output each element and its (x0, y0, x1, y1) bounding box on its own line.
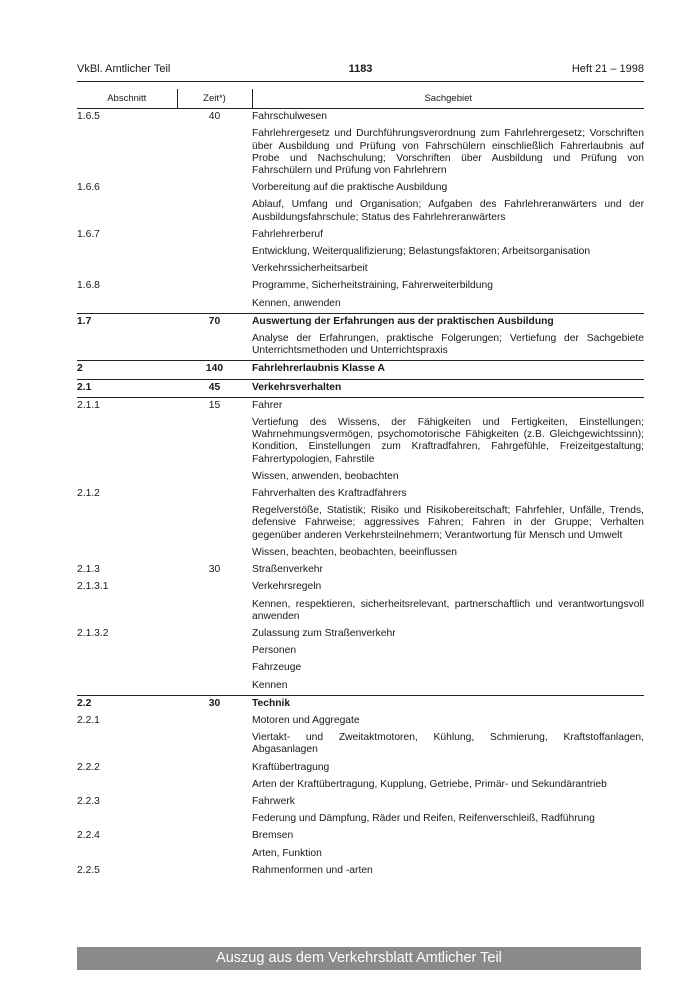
table-row (77, 660, 644, 677)
sachgebiet-cell: Zulassung zum Straßenverkehr (252, 627, 396, 639)
sachgebiet-cell: Fahrverhalten des Kraftradfahrers (252, 488, 407, 500)
abschnitt-cell: 1.7 (77, 313, 177, 331)
zeit-cell: 30 (208, 564, 221, 576)
zeit-cell (177, 486, 252, 503)
sachgebiet-cell: Arten, Funktion (252, 847, 322, 859)
zeit-cell (177, 597, 252, 626)
zeit-cell (177, 828, 252, 845)
table-row (77, 730, 644, 759)
zeit-cell (177, 794, 252, 811)
sachgebiet-cell: Regelverstöße, Statistik; Risiko und Risikobereitschaft; Fahrfehler, Unfälle, Trends, defensive Fahrweise; aggressives Fahren; Fahren in der Gruppe; Verhalten gegenüber anderen Verkehrsteilnehmern; Verantwortung für Mensch und Umwelt (252, 505, 644, 541)
sachgebiet-cell: Kennen (252, 679, 288, 691)
abschnitt-cell (77, 597, 177, 626)
table-row (77, 846, 644, 863)
abschnitt-cell (77, 415, 177, 469)
sachgebiet-cell: Verkehrsverhalten (252, 379, 644, 397)
sachgebiet-cell: Verkehrsregeln (252, 581, 322, 593)
zeit-cell (177, 545, 252, 562)
abschnitt-cell: 1.6.7 (77, 228, 100, 240)
table-row (77, 361, 644, 379)
sachgebiet-cell: Fahrwerk (252, 795, 295, 807)
zeit-cell: 30 (177, 695, 252, 713)
zeit-cell (177, 331, 252, 361)
table-row (77, 794, 644, 811)
sachgebiet-cell: Arten der Kraftübertragung, Kupplung, Getriebe, Primär- und Sekundärantrieb (252, 778, 607, 790)
table-row (77, 397, 644, 415)
sachgebiet-cell: Rahmenformen und -arten (252, 864, 373, 876)
abschnitt-cell (77, 503, 177, 545)
issue-info: Heft 21 – 1998 (571, 63, 644, 75)
table-row (77, 109, 644, 127)
table-row (77, 486, 644, 503)
footer-banner: Auszug aus dem Verkehrsblatt Amtlicher Teil (77, 947, 641, 970)
zeit-cell (177, 863, 252, 880)
sachgebiet-cell: Programme, Sicherheitstraining, Fahrerweiterbildung (252, 280, 493, 292)
sachgebiet-cell: Fahrlehrergesetz und Durchführungsverordnung zum Fahrlehrergesetz; Vorschriften über Ausbildung und Prüfung von Fahrschülern einschließlich Fahrerlaubnis auf Probe und Nachschulung; Vorschriften über Ausbildung und Prüfung von Fahrschülern und Prüfung von Fahrlehrern (252, 128, 644, 177)
col-header-abschnitt: Abschnitt (77, 89, 177, 109)
zeit-cell (177, 846, 252, 863)
abschnitt-cell: 2.2.5 (77, 864, 100, 876)
zeit-cell (177, 811, 252, 828)
abschnitt-cell (77, 643, 177, 660)
sachgebiet-cell: Straßenverkehr (252, 564, 323, 576)
abschnitt-cell: 2.2.2 (77, 761, 100, 773)
abschnitt-cell (77, 296, 177, 314)
abschnitt-cell (77, 261, 177, 278)
table-row (77, 197, 644, 226)
table-row (77, 296, 644, 314)
header-rule (77, 81, 644, 82)
page-header (77, 63, 644, 79)
abschnitt-cell: 2.2.3 (77, 795, 100, 807)
zeit-cell (177, 278, 252, 295)
zeit-cell (177, 503, 252, 545)
abschnitt-cell: 2.2 (77, 695, 177, 713)
zeit-cell (177, 415, 252, 469)
sachgebiet-cell: Kennen, respektieren, sicherheitsrelevant, partnerschaftlich und verantwortungsvoll anwenden (252, 598, 644, 622)
abschnitt-cell (77, 678, 177, 696)
table-row (77, 469, 644, 486)
zeit-cell: 140 (177, 361, 252, 379)
zeit-cell (177, 469, 252, 486)
sachgebiet-cell: Fahrer (252, 397, 644, 415)
zeit-cell (177, 643, 252, 660)
sachgebiet-cell: Entwicklung, Weiterqualifizierung; Belastungsfaktoren; Arbeitsorganisation (252, 246, 591, 258)
table-row (77, 227, 644, 244)
table-row (77, 828, 644, 845)
sachgebiet-cell: Wissen, anwenden, beobachten (252, 470, 399, 482)
abschnitt-cell (77, 197, 177, 226)
table-row (77, 379, 644, 397)
sachgebiet-cell: Bremsen (252, 830, 294, 842)
table-row (77, 503, 644, 545)
sachgebiet-cell: Viertakt- und Zweitaktmotoren, Kühlung, Schmierung, Kraftstoffanlagen, Abgasanlagen (252, 732, 644, 756)
sachgebiet-cell: Verkehrssicherheitsarbeit (252, 263, 368, 275)
zeit-cell (177, 579, 252, 596)
zeit-cell (177, 261, 252, 278)
sachgebiet-cell: Wissen, beachten, beobachten, beeinflussen (252, 546, 457, 558)
sachgebiet-cell: Personen (252, 645, 297, 657)
abschnitt-cell: 2.2.1 (77, 714, 100, 726)
abschnitt-cell (77, 469, 177, 486)
abschnitt-cell (77, 811, 177, 828)
table-row (77, 760, 644, 777)
zeit-cell: 45 (177, 379, 252, 397)
abschnitt-cell: 2 (77, 361, 177, 379)
table-row (77, 562, 644, 579)
col-header-sachgebiet: Sachgebiet (252, 89, 644, 109)
zeit-cell (177, 244, 252, 261)
col-header-zeit: Zeit*) (177, 89, 252, 109)
table-row (77, 777, 644, 794)
abschnitt-cell (77, 730, 177, 759)
abschnitt-cell (77, 244, 177, 261)
sachgebiet-cell: Kraftübertragung (252, 761, 330, 773)
curriculum-table (77, 89, 644, 880)
abschnitt-cell: 1.6.6 (77, 182, 100, 194)
sachgebiet-cell: Fahrzeuge (252, 662, 302, 674)
abschnitt-cell: 2.1 (77, 379, 177, 397)
table-row (77, 579, 644, 596)
zeit-cell (177, 626, 252, 643)
table-row (77, 278, 644, 295)
table-row (77, 261, 644, 278)
abschnitt-cell: 2.1.3.1 (77, 581, 109, 593)
abschnitt-cell (77, 846, 177, 863)
sachgebiet-cell: Motoren und Aggregate (252, 714, 360, 726)
sachgebiet-cell: Vertiefung des Wissens, der Fähigkeiten und Fertigkeiten, Einstellungen; Wahrnehmungsvermögen, psychomotorische Fähigkeiten (z.B. Gleichgewichtssinn); Kondition, Einstellungen zum Kraftradfahren, Fahrgefühle, Freizeitgestaltung; Fahrertypologien, Fahrstile (252, 417, 644, 465)
table-row (77, 126, 644, 180)
abschnitt-cell: 1.6.5 (77, 111, 100, 123)
table-row (77, 643, 644, 660)
table-row (77, 244, 644, 261)
zeit-cell (177, 730, 252, 759)
zeit-cell (177, 760, 252, 777)
abschnitt-cell (77, 331, 177, 361)
table-row (77, 545, 644, 562)
sachgebiet-cell: Fahrlehrerlaubnis Klasse A (252, 361, 644, 379)
zeit-cell (177, 197, 252, 226)
sachgebiet-cell: Technik (252, 695, 644, 713)
sachgebiet-cell: Fahrschulwesen (252, 111, 327, 123)
table-row (77, 597, 644, 626)
table-row (77, 678, 644, 696)
sachgebiet-cell: Federung und Dämpfung, Räder und Reifen, Reifenverschleiß, Radführung (252, 813, 595, 825)
abschnitt-cell (77, 777, 177, 794)
zeit-cell (177, 180, 252, 197)
table-row (77, 695, 644, 713)
sachgebiet-cell: Auswertung der Erfahrungen aus der praktischen Ausbildung (252, 313, 644, 331)
sachgebiet-cell: Analyse der Erfahrungen, praktische Folgerungen; Vertiefung der Sachgebiete Unterrichtsmethoden und Unterrichtspraxis (252, 333, 644, 357)
zeit-cell: 40 (208, 111, 221, 123)
table-row (77, 713, 644, 730)
table-row (77, 313, 644, 331)
zeit-cell (177, 126, 252, 180)
abschnitt-cell (77, 545, 177, 562)
sachgebiet-cell: Ablauf, Umfang und Organisation; Aufgaben des Fahrlehreranwärters und der Ausbildungsfahrschule; Status des Fahrlehreranwärters (252, 199, 644, 223)
table-row (77, 331, 644, 361)
table-row (77, 811, 644, 828)
zeit-cell (177, 713, 252, 730)
table-row (77, 626, 644, 643)
table-row (77, 863, 644, 880)
page-number: 1183 (348, 63, 373, 75)
abschnitt-cell (77, 126, 177, 180)
table-row (77, 180, 644, 197)
zeit-cell (177, 296, 252, 314)
sachgebiet-cell: Kennen, anwenden (252, 297, 341, 309)
zeit-cell (177, 660, 252, 677)
zeit-cell (177, 777, 252, 794)
abschnitt-cell: 2.1.3.2 (77, 627, 109, 639)
abschnitt-cell: 2.1.2 (77, 488, 100, 500)
zeit-cell: 15 (177, 397, 252, 415)
sachgebiet-cell: Vorbereitung auf die praktische Ausbildung (252, 182, 448, 194)
zeit-cell: 70 (177, 313, 252, 331)
table-header-row (77, 89, 644, 109)
abschnitt-cell (77, 660, 177, 677)
zeit-cell (177, 227, 252, 244)
abschnitt-cell: 2.1.3 (77, 564, 100, 576)
abschnitt-cell: 2.2.4 (77, 830, 100, 842)
publication-name: VkBl. Amtlicher Teil (77, 63, 171, 75)
sachgebiet-cell: Fahrlehrerberuf (252, 228, 323, 240)
abschnitt-cell: 2.1.1 (77, 397, 177, 415)
zeit-cell (177, 678, 252, 696)
table-row (77, 415, 644, 469)
abschnitt-cell: 1.6.8 (77, 280, 100, 292)
